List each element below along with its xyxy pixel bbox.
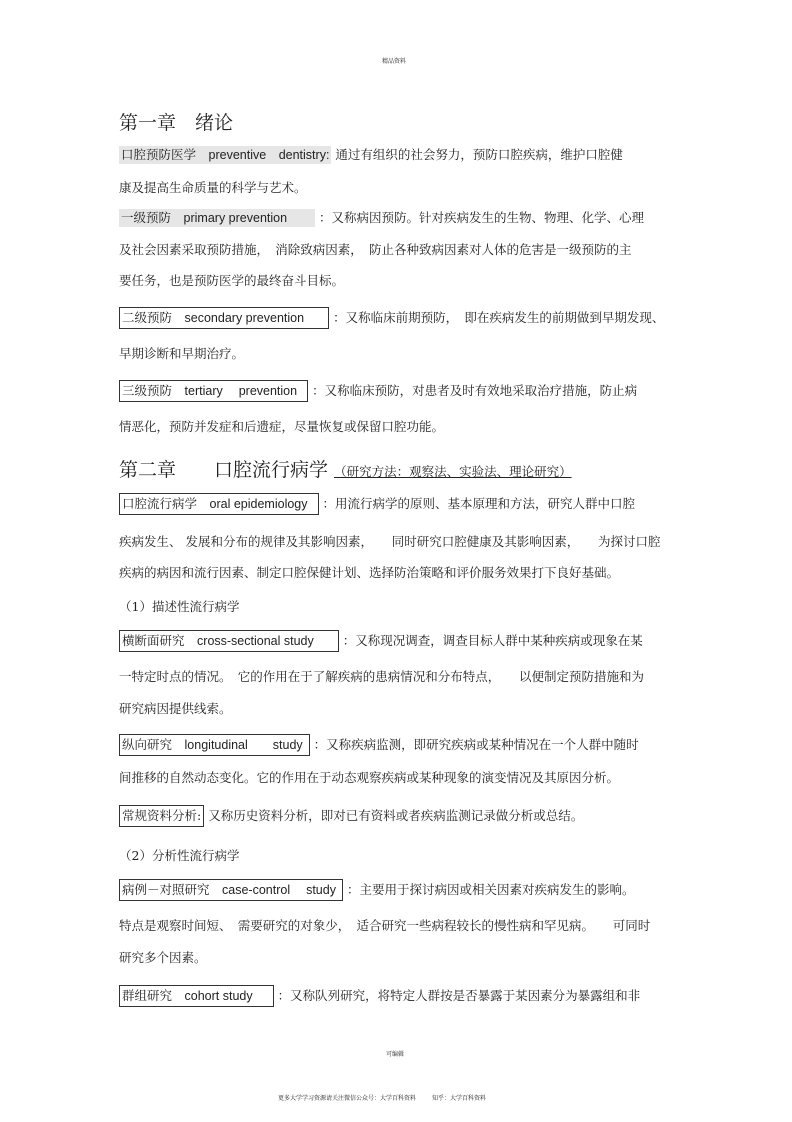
footer-note-2: 知乎：大学百科资料 bbox=[432, 1095, 487, 1102]
chapter-1-title: 第一章 绪论 bbox=[119, 112, 234, 134]
definition-longitudinal: 纵向研究 longitudinal study ：又称疾病监测，即研究疾病或某种情况在一个人群中随时 bbox=[119, 734, 639, 756]
page-header: 精品资料 bbox=[382, 58, 407, 65]
definition-preventive-dentistry: 口腔预防医学 preventive dentistry: 通过有组织的社会努力，预防口腔疾病，维护口腔健 bbox=[121, 147, 623, 162]
definition-tertiary-prevention: 三级预防 tertiary prevention ：又称临床预防，对患者及时有效地采取治疗措施，防止病 bbox=[119, 380, 637, 402]
definition-primary-prevention: 一级预防 primary prevention ：又称病因预防。针对疾病发生的生物、物理、化学、心理 bbox=[121, 210, 645, 225]
text-line: 要任务，也是预防医学的最终奋斗目标。 bbox=[119, 273, 345, 288]
text-line: 疾病发生、 发展和分布的规律及其影响因素， 同时研究口腔健康及其影响因素， 为探讨口腔 bbox=[119, 534, 661, 549]
footer-note: 更多大学学习资源请关注微信公众号：大学百科资料 bbox=[278, 1095, 417, 1102]
text-line: 研究多个因素。 bbox=[119, 950, 207, 965]
text-line: 情恶化，预防并发症和后遗症，尽量恢复或保留口腔功能。 bbox=[119, 419, 445, 434]
definition-cohort: 群组研究 cohort study ：又称队列研究，将特定人群按是否暴露于某因素分为暴露组和非 bbox=[119, 985, 640, 1007]
section-heading: （2）分析性流行病学 bbox=[119, 848, 240, 863]
text-line: 及社会因素采取预防措施， 消除致病因素， 防止各种致病因素对人体的危害是一级预防的主 bbox=[119, 242, 632, 257]
text-line: 一特定时点的情况。 它的作用在于了解疾病的患病情况和分布特点， 以便制定预防措施和为 bbox=[119, 669, 645, 684]
definition-cross-sectional: 横断面研究 cross-sectional study ：又称现况调查，调查目标人群中某种疾病或现象在某 bbox=[119, 630, 643, 652]
section-heading: （1）描述性流行病学 bbox=[119, 599, 240, 614]
definition-secondary-prevention: 二级预防 secondary prevention ：又称临床前期预防， 即在疾病发生的前期做到早期发现、 bbox=[119, 307, 664, 329]
text-line: 疾病的病因和流行因素、制定口腔保健计划、选择防治策略和评价服务效果打下良好基础。 bbox=[119, 565, 620, 580]
definition-routine-analysis: 常规资料分析: 又称历史资料分析，即对已有资料或者疾病监测记录做分析或总结。 bbox=[119, 805, 583, 827]
chapter-2-title: 第二章 口腔流行病学 （研究方法：观察法、实验法、理论研究） bbox=[119, 459, 572, 481]
term: 口腔预防医学 preventive dentistry: bbox=[121, 147, 330, 162]
text-line: 康及提高生命质量的科学与艺术。 bbox=[119, 180, 307, 195]
text-line: 早期诊断和早期治疗。 bbox=[119, 346, 245, 361]
definition-oral-epidemiology: 口腔流行病学 oral epidemiology ：用流行病学的原则、基本原理和方法，研究人群中口腔 bbox=[119, 493, 635, 515]
text-line: 研究病因提供线索。 bbox=[119, 701, 232, 716]
definition-case-control: 病例－对照研究 case-control study ：主要用于探讨病因或相关因素对疾病发生的影响。 bbox=[119, 879, 634, 901]
text-line: 间推移的自然动态变化。它的作用在于动态观察疾病或某种现象的演变情况及其原因分析。 bbox=[119, 770, 620, 785]
text-line: 特点是观察时间短、 需要研究的对象少， 适合研究一些病程较长的慢性病和罕见病。 可同时 bbox=[119, 918, 651, 933]
page-footer: 可编辑 bbox=[386, 1051, 405, 1058]
